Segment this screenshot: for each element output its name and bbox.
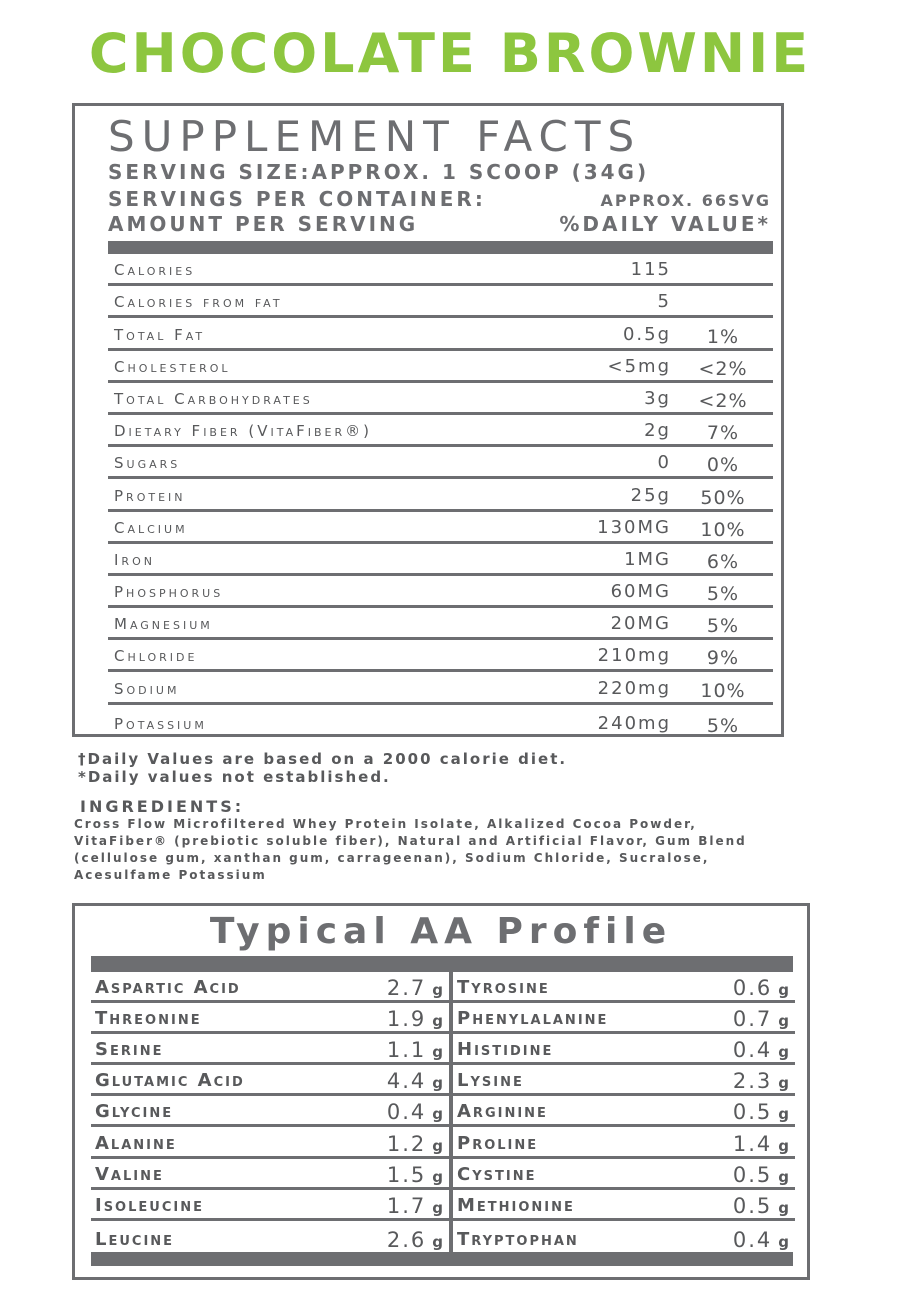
amino-acid-name: Serine	[95, 1039, 164, 1061]
amino-acid-name: Arginine	[457, 1101, 548, 1123]
amino-acid-name: Leucine	[95, 1228, 175, 1250]
amino-acid-value: 0.4	[386, 1100, 427, 1125]
nutrient-amount: 115	[630, 259, 671, 281]
amino-acid-value: 1.9	[386, 1007, 427, 1032]
amino-acid-name: Tyrosine	[457, 977, 550, 999]
amino-acid-amount	[733, 1163, 791, 1187]
amino-acid-row	[91, 1221, 449, 1252]
nutrient-row	[108, 447, 773, 479]
servings-value-line	[601, 187, 771, 213]
nutrient-amount: 130MG	[597, 516, 671, 538]
supplement-facts-panel	[72, 103, 784, 737]
amino-acid-row	[91, 1127, 449, 1158]
nutrient-name: Total Fat	[114, 325, 206, 344]
nutrient-name: Protein	[114, 486, 186, 505]
amino-acid-amount	[733, 1007, 791, 1031]
amino-acid-row	[91, 972, 449, 1003]
nutrient-daily-value: 5%	[706, 714, 740, 737]
aa-left-column	[91, 972, 449, 1252]
amino-acid-amount	[733, 1038, 791, 1062]
amino-acid-row	[91, 1065, 449, 1096]
amino-acid-row	[453, 1190, 795, 1221]
amino-acid-name: Cystine	[457, 1163, 537, 1185]
product-title: CHOCOLATE BROWNIE	[88, 22, 812, 85]
nutrient-row	[108, 608, 773, 640]
amino-acid-value: 1.1	[386, 1038, 427, 1063]
amino-acid-name: Methionine	[457, 1194, 575, 1216]
nutrient-name: Sugars	[114, 454, 181, 473]
nutrient-amount: 0	[657, 452, 671, 474]
amino-acid-amount	[733, 1132, 791, 1156]
amino-acid-row	[453, 1003, 795, 1034]
amino-acid-value: 1.2	[386, 1131, 427, 1156]
amino-acid-value: 0.5	[732, 1162, 773, 1187]
amino-acid-row	[91, 1034, 449, 1065]
nutrient-name: Calories from fat	[114, 293, 283, 312]
amino-acid-value: 1.4	[732, 1131, 773, 1156]
daily-value-label: %DAILY VALUE*	[559, 212, 771, 236]
servings-label: SERVINGS PER CONTAINER:	[108, 187, 486, 211]
amino-acid-value: 1.7	[386, 1193, 427, 1218]
nutrient-row	[108, 640, 773, 672]
amino-acid-unit: g	[778, 981, 791, 1000]
supplement-facts-heading: SUPPLEMENT FACTS	[108, 112, 642, 161]
nutrient-row	[108, 672, 773, 704]
facts-header-bar	[108, 241, 773, 254]
nutrient-name: Sodium	[114, 679, 180, 698]
nutrient-row	[108, 415, 773, 447]
amino-acid-unit: g	[432, 1012, 445, 1031]
aa-footer-bar	[91, 1252, 793, 1266]
nutrient-amount: 0.5g	[622, 323, 671, 345]
amino-acid-amount	[387, 1194, 445, 1218]
nutrient-row	[108, 383, 773, 415]
amino-acid-unit: g	[432, 1136, 445, 1155]
footnote-not-established: *Daily values not established.	[78, 768, 391, 786]
amino-acid-unit: g	[432, 1198, 445, 1217]
amino-acid-name: Aspartic Acid	[95, 977, 241, 999]
amino-acid-name: Alanine	[95, 1132, 177, 1154]
amino-acid-unit: g	[432, 1105, 445, 1124]
aa-header-bar	[91, 956, 793, 972]
amino-acid-unit: g	[778, 1043, 791, 1062]
nutrient-row	[108, 576, 773, 608]
nutrient-amount: 5	[657, 291, 671, 313]
nutrient-daily-value: 6%	[706, 550, 740, 573]
nutrient-amount: 2g	[644, 420, 671, 442]
amino-acid-amount	[733, 1228, 791, 1252]
servings-value: APPROX. 66SVG	[600, 191, 771, 210]
amino-acid-row	[91, 1159, 449, 1190]
nutrient-row	[108, 254, 773, 286]
amino-acid-value: 1.5	[386, 1162, 427, 1187]
amino-acid-amount	[387, 1100, 445, 1124]
amino-acid-row	[91, 1096, 449, 1127]
nutrient-amount: 240mg	[597, 712, 671, 734]
amino-acid-value: 2.7	[386, 976, 427, 1001]
amino-acid-value: 0.4	[732, 1227, 773, 1252]
amino-acid-unit: g	[778, 1012, 791, 1031]
nutrient-daily-value: 50%	[700, 486, 746, 509]
nutrient-name: Total Carbohydrates	[114, 389, 313, 408]
amino-acid-name: Proline	[457, 1132, 539, 1154]
nutrient-amount: <5mg	[607, 355, 671, 377]
nutrient-row	[108, 544, 773, 576]
serving-size-line	[108, 160, 649, 184]
amino-acid-amount	[733, 976, 791, 1000]
amino-acid-row	[453, 1221, 795, 1252]
amino-acid-name: Glycine	[95, 1101, 174, 1123]
nutrient-amount: 3g	[644, 387, 671, 409]
amino-acid-name: Phenylalanine	[457, 1008, 609, 1030]
nutrient-name: Dietary Fiber (VitaFiber®)	[114, 422, 372, 441]
amino-acid-row	[453, 1127, 795, 1158]
footnote-daily-values: †Daily Values are based on a 2000 calorie diet.	[78, 750, 568, 768]
amino-acid-amount	[733, 1100, 791, 1124]
nutrient-name: Calories	[114, 261, 196, 280]
amino-acid-value: 0.5	[732, 1100, 773, 1125]
amino-acid-row	[453, 1096, 795, 1127]
nutrient-daily-value: 5%	[706, 615, 740, 638]
nutrient-amount: 220mg	[597, 677, 671, 699]
amino-acid-name: Valine	[95, 1163, 164, 1185]
amino-acid-amount	[387, 1163, 445, 1187]
amino-acid-unit: g	[778, 1198, 791, 1217]
amino-acid-name: Histidine	[457, 1039, 554, 1061]
amino-acid-unit: g	[778, 1105, 791, 1124]
nutrient-name: Cholesterol	[114, 357, 231, 376]
nutrient-amount: 1MG	[624, 548, 671, 570]
amino-acid-unit: g	[778, 1136, 791, 1155]
amino-acid-amount	[387, 1132, 445, 1156]
nutrient-name: Phosphorus	[114, 583, 224, 602]
amino-acid-value: 0.7	[732, 1007, 773, 1032]
amino-acid-unit: g	[432, 1167, 445, 1186]
amino-acid-amount	[387, 1007, 445, 1031]
amino-acid-amount	[733, 1069, 791, 1093]
nutrient-daily-value: 7%	[706, 422, 740, 445]
amino-acid-row	[453, 1034, 795, 1065]
nutrient-name: Calcium	[114, 518, 188, 537]
nutrient-daily-value: 0%	[706, 454, 740, 477]
amino-acid-value: 4.4	[386, 1069, 427, 1094]
aa-profile-panel	[72, 903, 810, 1280]
amino-acid-amount	[387, 1069, 445, 1093]
amino-acid-value: 0.4	[732, 1038, 773, 1063]
nutrient-daily-value: 10%	[700, 518, 746, 541]
amino-acid-value: 2.3	[732, 1069, 773, 1094]
nutrient-name: Chloride	[114, 647, 198, 666]
amino-acid-unit: g	[432, 981, 445, 1000]
nutrient-daily-value: 10%	[700, 679, 746, 702]
nutrient-row	[108, 286, 773, 318]
nutrient-amount: 60MG	[610, 581, 671, 603]
amino-acid-row	[91, 1003, 449, 1034]
nutrient-name: Iron	[114, 550, 155, 569]
nutrient-amount: 25g	[630, 484, 671, 506]
nutrient-row	[108, 318, 773, 350]
amino-acid-row	[453, 1065, 795, 1096]
aa-right-column	[453, 972, 795, 1252]
amino-acid-amount	[387, 1228, 445, 1252]
ingredients-text: Cross Flow Microfiltered Whey Protein Isolate, Alkalized Cocoa Powder, VitaFiber® (prebiotic soluble fiber), Natural and Artificial Flavor, Gum Blend (cellulose gum, xanthan gum, carrageenan), Sodium Chloride, Sucralose, Acesulfame Potassium	[74, 817, 747, 882]
nutrient-amount: 20MG	[610, 613, 671, 635]
amino-acid-unit: g	[778, 1074, 791, 1093]
amino-acid-unit: g	[432, 1074, 445, 1093]
nutrient-name: Magnesium	[114, 615, 213, 634]
amino-acid-amount	[387, 976, 445, 1000]
amino-acid-unit: g	[432, 1232, 445, 1251]
amino-acid-amount	[387, 1038, 445, 1062]
ingredients-title: INGREDIENTS:	[80, 797, 245, 816]
amino-acid-row	[91, 1190, 449, 1221]
amount-per-serving-label: AMOUNT PER SERVING	[108, 212, 419, 236]
amino-acid-row	[453, 972, 795, 1003]
amino-acid-name: Lysine	[457, 1070, 524, 1092]
serving-size-label: SERVING SIZE:	[108, 160, 312, 184]
amino-acid-value: 0.5	[732, 1193, 773, 1218]
amino-acid-name: Isoleucine	[95, 1194, 204, 1216]
amino-acid-value: 2.6	[386, 1227, 427, 1252]
nutrient-row	[108, 351, 773, 383]
nutrient-row	[108, 705, 773, 737]
nutrient-daily-value: 5%	[706, 583, 740, 606]
nutrient-daily-value: 1%	[706, 325, 740, 348]
amino-acid-unit: g	[778, 1167, 791, 1186]
servings-per-container-line	[108, 187, 486, 211]
amino-acid-row	[453, 1159, 795, 1190]
nutrient-amount: 210mg	[597, 645, 671, 667]
amino-acid-name: Tryptophan	[457, 1228, 579, 1250]
nutrient-daily-value: <2%	[698, 357, 748, 380]
nutrient-daily-value: 9%	[706, 647, 740, 670]
nutrition-rows	[108, 254, 773, 737]
nutrient-row	[108, 512, 773, 544]
aa-profile-heading: Typical AA Profile	[209, 911, 673, 952]
nutrient-row	[108, 479, 773, 511]
serving-size-value: APPROX. 1 SCOOP (34G)	[311, 160, 650, 184]
nutrient-name: Potassium	[114, 714, 207, 733]
amino-acid-name: Threonine	[95, 1008, 202, 1030]
amino-acid-value: 0.6	[732, 976, 773, 1001]
amino-acid-unit: g	[778, 1232, 791, 1251]
amino-acid-amount	[733, 1194, 791, 1218]
amino-acid-unit: g	[432, 1043, 445, 1062]
nutrient-daily-value: <2%	[698, 389, 748, 412]
amino-acid-name: Glutamic Acid	[95, 1070, 245, 1092]
